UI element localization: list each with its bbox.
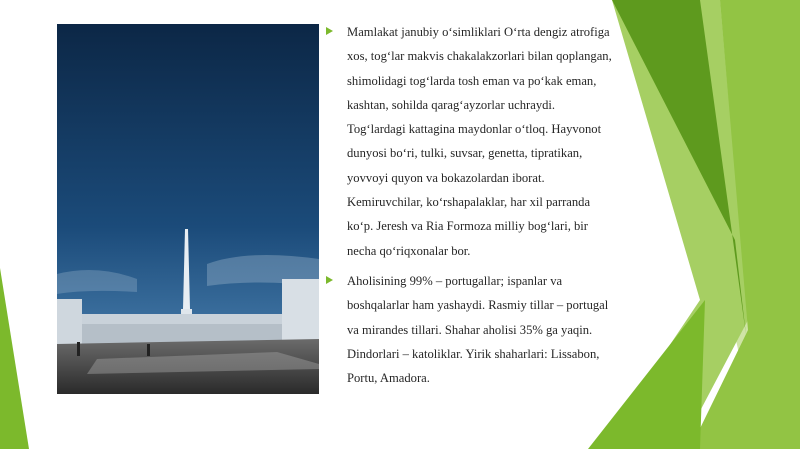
bullet-text: Mamlakat janubiy oʻsimliklari Oʻrta dengiz atrofiga xos, togʻlar makvis chakalakzorlari bilan qoplangan, shimolidagi togʻlarda tosh eman va poʻkak eman, kashtan, sohilda qaragʻayzorlar uchraydi. Togʻlardagi kattagina maydonlar oʻtloq. Hayvonot dunyosi boʻri, tulki, suvsar, genetta, tipratikan, yovvoyi quyon va bokazolardan iborat. Kemiruvchilar, koʻrshapalaklar, har xil parranda koʻp. Jeresh va Ria Formoza milliy bogʻlari, bir necha qoʻriqxonalar bor. <box>347 25 612 258</box>
bullet-item <box>326 20 616 263</box>
bullet-text: Aholisining 99% – portugallar; ispanlar va boshqalarlar ham yashaydi. Rasmiy tillar – portugal va mirandes tillari. Shahar aholisi 35% ga yaqin. Dindorlari – katoliklar. Yirik shaharlari: Lissabon, Portu, Amadora. <box>347 273 609 386</box>
arrow-bullet-icon <box>326 276 333 284</box>
left-edge-green-shape <box>0 268 29 449</box>
text-content <box>326 20 616 396</box>
arrow-bullet-icon <box>326 27 333 35</box>
bullet-item <box>326 269 616 390</box>
church-tower-photo <box>57 24 319 394</box>
